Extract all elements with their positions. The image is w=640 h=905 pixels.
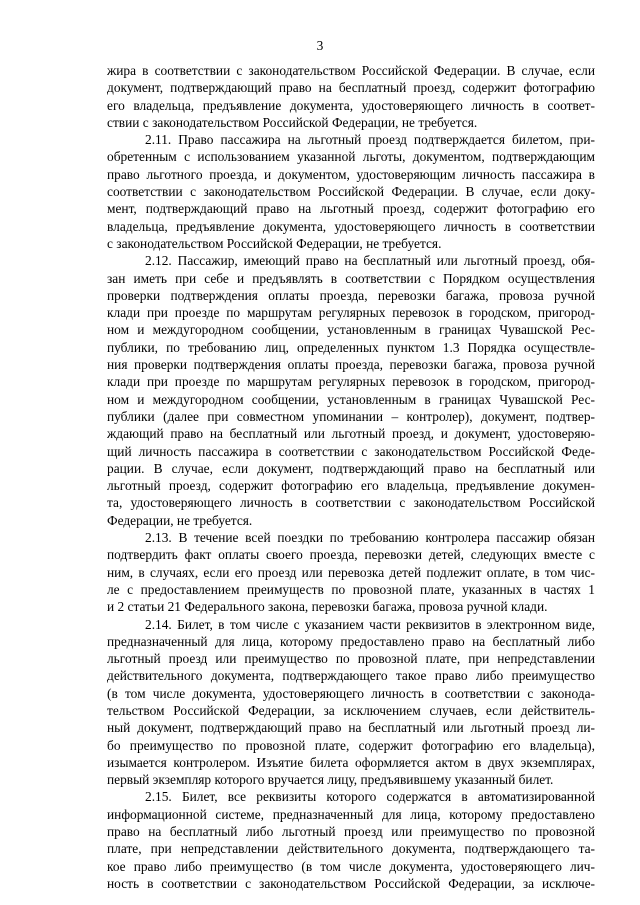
text-line: (в том числе документа, удостоверяющего личность в соответствии с законода- — [107, 685, 595, 701]
text-line: ность в соответствии с законодательством Российской Федерации, за исключе- — [107, 875, 595, 891]
text-line: мент, подтверждающий право на льготный проезд, содержит фотографию его — [107, 201, 595, 217]
text-line: бо преимущество по провозной плате, содержит фотографию его владельца), — [107, 737, 595, 753]
text-line: обретенным с использованием указанной льготы, документом, подтверждающим — [107, 149, 595, 165]
text-line: документ, подтверждающий право на бесплатный проезд, содержит фотографию — [107, 80, 595, 96]
page-number: 3 — [316, 38, 324, 53]
text-line: льготный проезд или преимущество по провозной плате, при непредставлении — [107, 651, 595, 667]
text-line: предназначенный для лица, которому предоставлено право на бесплатный либо — [107, 633, 595, 649]
text-line: плате, при непредставлении действительного документа, подтверждающего та- — [107, 841, 595, 857]
text-line: право льготного проезда, и документом, удостоверяющим личность пассажира в — [107, 166, 595, 182]
text-line: льготный проезд, содержит фотографию его владельца, предъявление докумен- — [107, 478, 595, 494]
text-line: право на бесплатный либо льготный проезд или преимущество по провозной — [107, 824, 595, 840]
text-line: ждающий право на бесплатный или льготный проезд, и документ, удостоверяю- — [107, 426, 595, 442]
text-line: клади при проезде по маршрутам регулярных перевозок в городском, пригород- — [107, 305, 595, 321]
text-line: 2.14. Билет, в том числе с указанием части реквизитов в электронном виде, — [145, 616, 595, 632]
text-line: 2.15. Билет, все реквизиты которого содержатся в автоматизированной — [145, 789, 595, 805]
text-line: и 2 статьи 21 Федерального закона, перевозки багажа, провоза ручной клади. — [107, 599, 548, 615]
text-line: ный документ, подтверждающий право на бесплатный или льготный проезд ли- — [107, 720, 595, 736]
text-line: кое право либо преимущество (в том числе документа, удостоверяющего лич- — [107, 858, 595, 874]
text-line: клади при проезде по маршрутам регулярных перевозок в городском, пригород- — [107, 374, 595, 390]
text-line: владельца, предъявление документа, удостоверяющего личность в соответствии — [107, 218, 595, 234]
text-line: рации. В случае, если документ, подтверждающий право на бесплатный или — [107, 460, 595, 476]
text-line: щий личность пассажира в соответствии с законодательством Российской Феде- — [107, 443, 595, 459]
text-line: подтвердить факт оплаты своего проезда, перевозки детей, следующих вместе с — [107, 547, 595, 563]
text-line: 2.13. В течение всей поездки по требованию контролера пассажир обязан — [145, 530, 595, 546]
text-line: ствии с законодательством Российской Федерации, не требуется. — [107, 114, 478, 130]
text-line: ном и междугородном сообщении, установленным в границах Чувашской Рес- — [107, 391, 595, 407]
text-line: 2.12. Пассажир, имеющий право на бесплатный или льготный проезд, обя- — [145, 253, 595, 269]
text-line: ним, в случаях, если его проезд или перевозка детей подлежит оплате, в том чис- — [107, 564, 595, 580]
text-line: проверки подтверждения оплаты проезда, перевозки багажа, провоза ручной — [107, 287, 595, 303]
text-line: зан иметь при себе и предъявлять в соответствии с Порядком осуществления — [107, 270, 595, 286]
text-line: 2.11. Право пассажира на льготный проезд подтверждается билетом, при- — [145, 132, 595, 148]
text-line: первый экземпляр которого вручается лицу, предъявившему указанный билет. — [107, 772, 554, 788]
text-line: его владельца, предъявление документа, удостоверяющего личность в соответ- — [107, 97, 595, 113]
text-line: соответствии с законодательством Российской Федерации. В случае, если доку- — [107, 184, 595, 200]
text-line: ле с предоставлением преимуществ по провозной плате, указанных в частях 1 — [107, 581, 595, 597]
text-line: с законодательством Российской Федерации, не требуется. — [107, 235, 442, 251]
text-line: ном и междугородном сообщении, установленным в границах Чувашской Рес- — [107, 322, 595, 338]
body-text — [107, 62, 595, 892]
text-line: публики (далее при совместном упоминании – контролер), документ, подтвер- — [107, 408, 595, 424]
text-line: ния проверки подтверждения оплаты проезда, перевозки багажа, провоза ручной — [107, 357, 595, 373]
text-line: информационной системе, предназначенный для лица, которому предоставлено — [107, 806, 595, 822]
text-line: та, удостоверяющего личность в соответствии с законодательством Российской — [107, 495, 595, 511]
text-line: Федерации, не требуется. — [107, 512, 253, 528]
text-line: изымается контролером. Изъятие билета оформляется актом в двух экземплярах, — [107, 754, 595, 770]
text-line: публики, по требованию лиц, определенных пунктом 1.3 Порядка осуществле- — [107, 339, 595, 355]
text-line: тельством Российской Федерации, за исключением случаев, если действитель- — [107, 702, 595, 718]
text-line: жира в соответствии с законодательством Российской Федерации. В случае, если — [107, 63, 595, 78]
text-line: действительного документа, подтверждающего такое право либо преимущество — [107, 668, 595, 684]
